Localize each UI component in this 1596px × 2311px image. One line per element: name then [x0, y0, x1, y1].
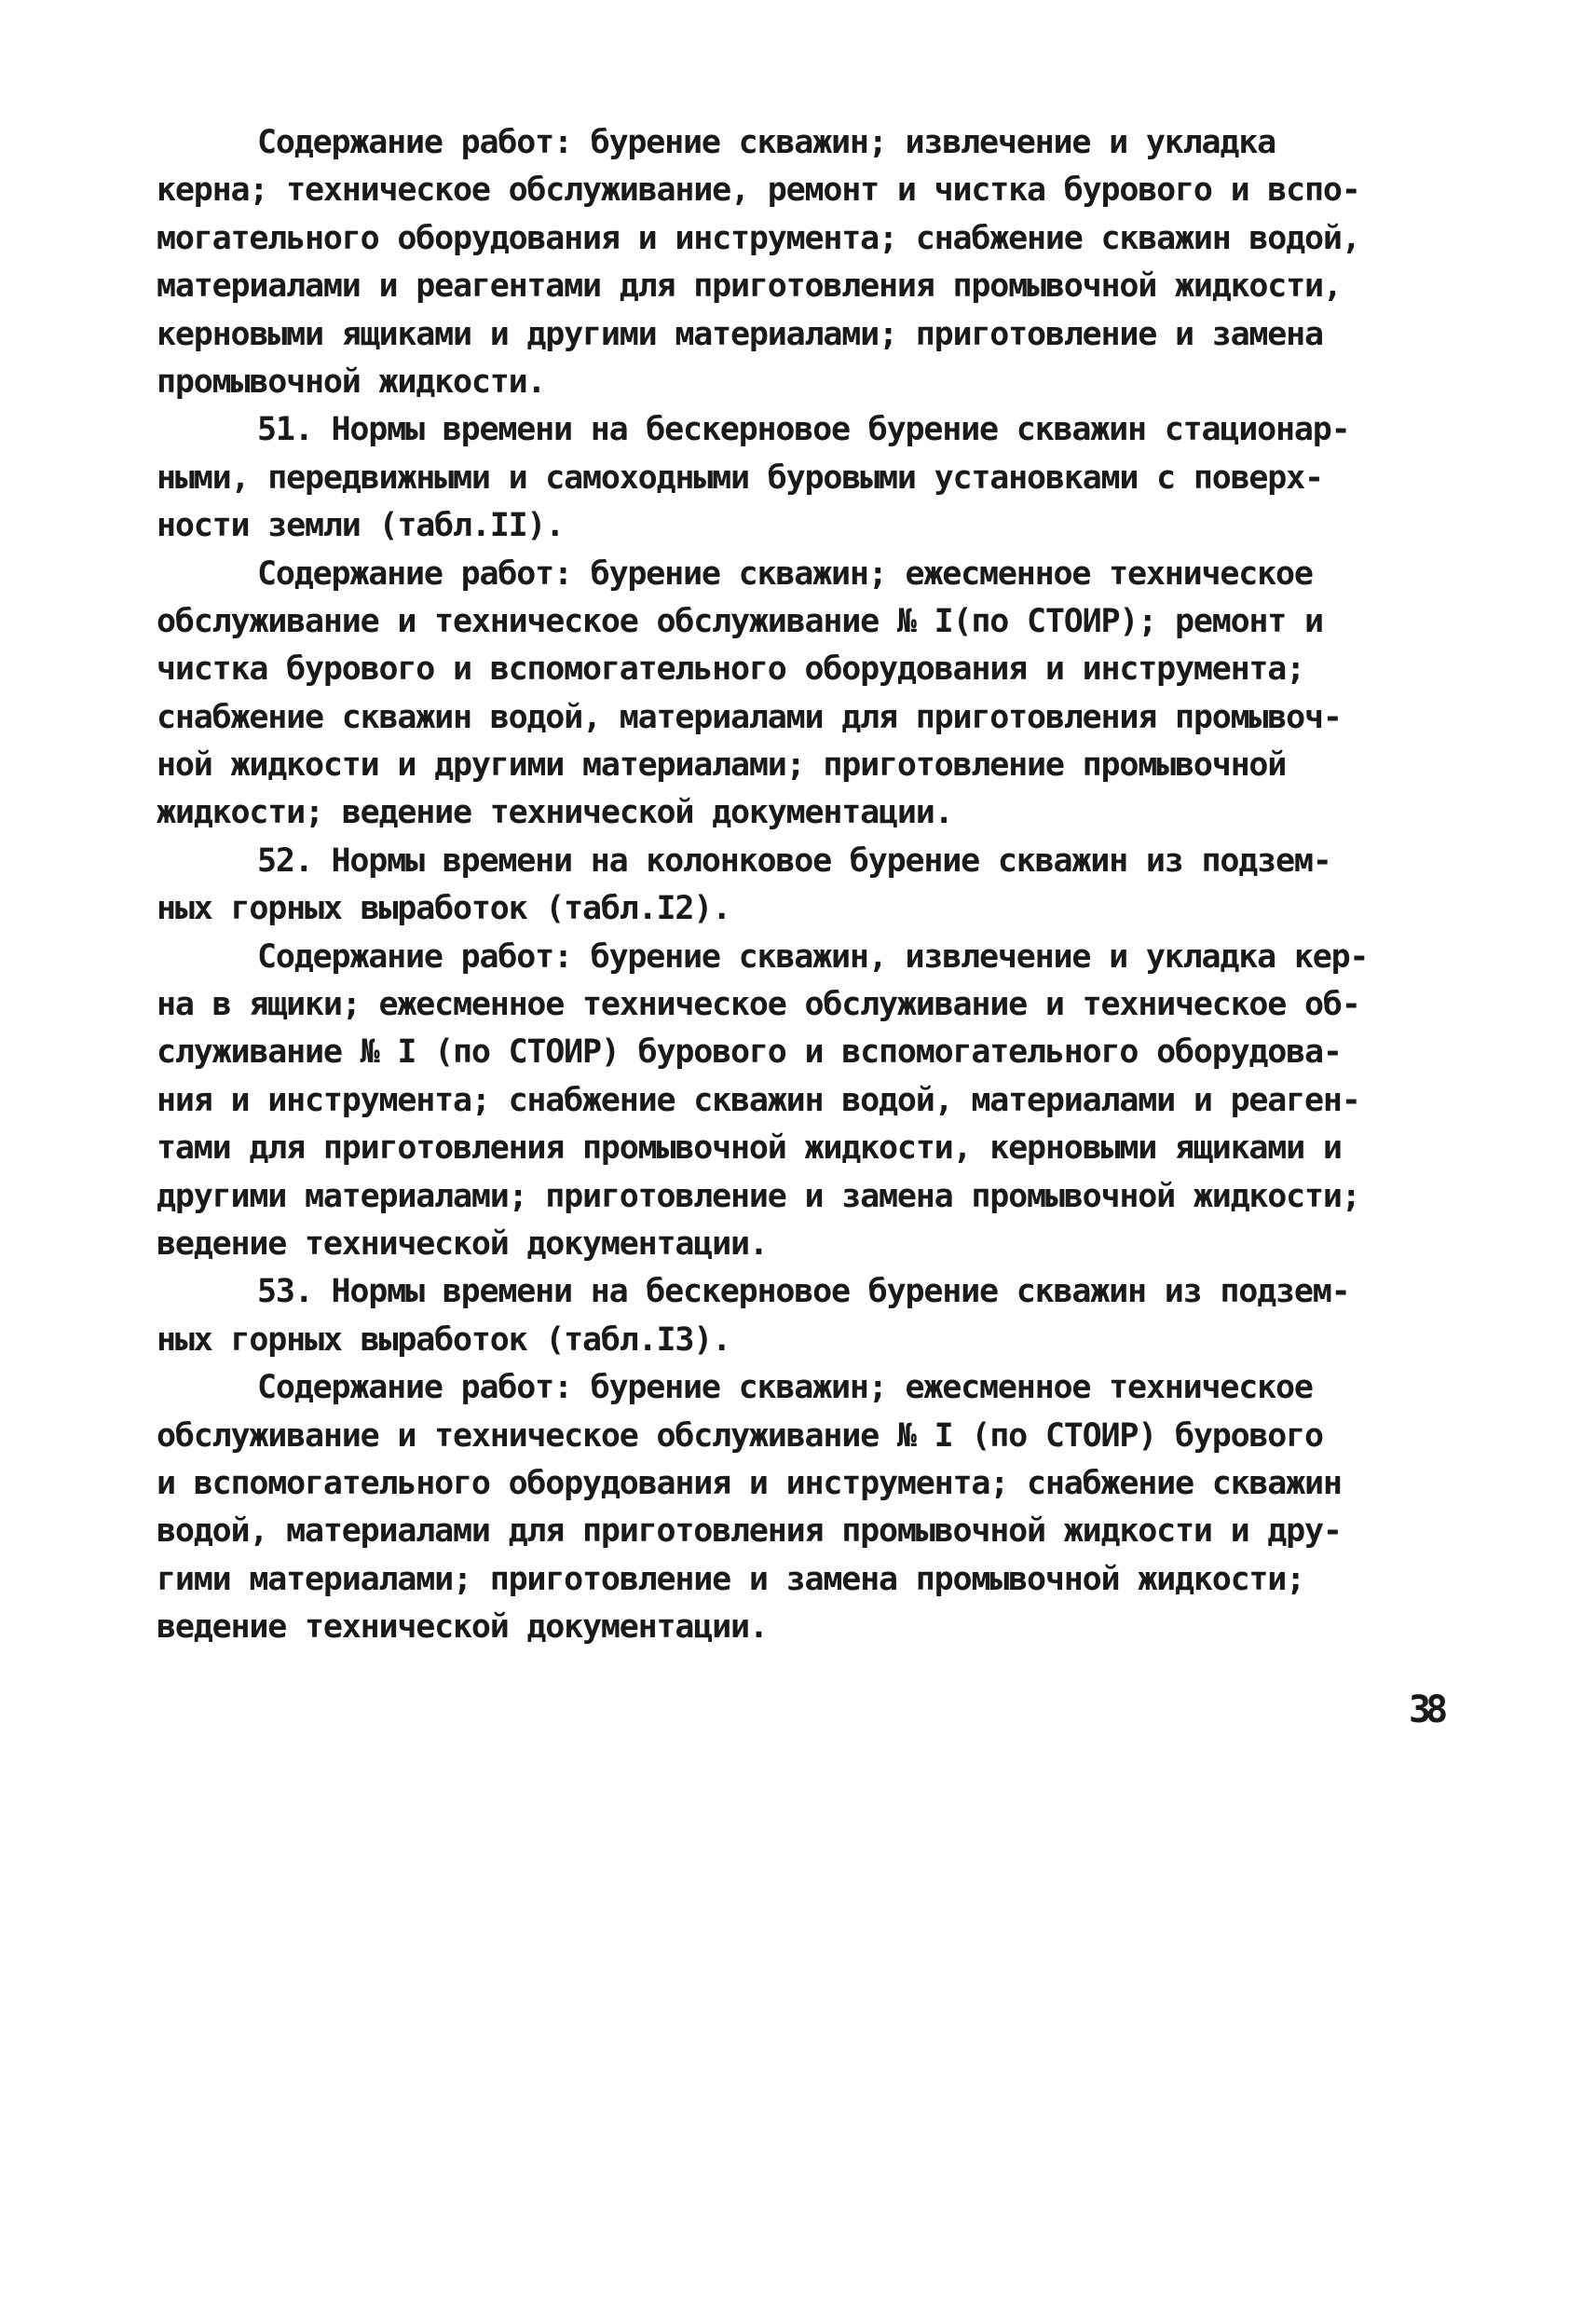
text-line: ных горных выработок (табл.I3).	[157, 1320, 731, 1359]
text-line: ности земли (табл.II).	[157, 507, 565, 545]
text-line: 52. Нормы времени на колонковое бурение скважин из подзем-	[257, 841, 1331, 880]
text-line: другими материалами; приготовление и замена промывочной жидкости;	[157, 1177, 1360, 1215]
text-line: ния и инструмента; снабжение скважин водой, материалами и реаген-	[157, 1081, 1360, 1119]
text-line: водой, материалами для приготовления промывочной жидкости и дру-	[157, 1512, 1342, 1551]
body-text	[157, 119, 1452, 1652]
text-line: ных горных выработок (табл.I2).	[157, 890, 731, 928]
text-line: Содержание работ: бурение скважин; извлечение и укладка	[257, 124, 1275, 161]
text-line: керновыми ящиками и другими материалами; приготовление и замена	[157, 315, 1323, 353]
text-line: Содержание работ: бурение скважин; ежесменное техническое	[257, 1369, 1313, 1407]
page-number: 38	[1409, 1689, 1443, 1731]
text-line: обслуживание и техническое обслуживание № I(по СТОИР); ремонт и	[157, 602, 1323, 640]
text-line: Содержание работ: бурение скважин, извлечение и укладка кер-	[257, 937, 1369, 976]
text-line: керна; техническое обслуживание, ремонт и чистка бурового и вспо-	[157, 171, 1360, 210]
text-line: 51. Нормы времени на бескерновое бурение скважин стационар-	[257, 411, 1350, 449]
text-line: ведение технической документации.	[157, 1608, 768, 1647]
text-line: могательного оборудования и инструмента; снабжение скважин водой,	[157, 219, 1360, 257]
text-line: служивание № I (по СТОИР) бурового и вспомогательного оборудова-	[157, 1033, 1342, 1072]
text-line: жидкости; ведение технической документации.	[157, 794, 953, 832]
text-line: ведение технической документации.	[157, 1224, 768, 1263]
text-line: ной жидкости и другими материалами; приготовление промывочной	[157, 746, 1287, 785]
text-line: тами для приготовления промывочной жидкости, керновыми ящиками и	[157, 1129, 1342, 1168]
text-line: обслуживание и техническое обслуживание № I (по СТОИР) бурового	[157, 1416, 1323, 1455]
text-line: и вспомогательного оборудования и инструмента; снабжение скважин	[157, 1464, 1342, 1502]
text-line: ными, передвижными и самоходными буровыми установками с поверх-	[157, 458, 1323, 497]
text-line: материалами и реагентами для приготовления промывочной жидкости,	[157, 267, 1342, 306]
text-line: снабжение скважин водой, материалами для приготовления промывоч-	[157, 698, 1342, 736]
text-line: гими материалами; приготовление и замена промывочной жидкости;	[157, 1560, 1305, 1598]
text-line: Содержание работ: бурение скважин; ежесменное техническое	[257, 554, 1313, 593]
text-line: чистка бурового и вспомогательного оборудования и инструмента;	[157, 650, 1305, 689]
text-line: 53. Нормы времени на бескерновое бурение скважин из подзем-	[257, 1273, 1350, 1311]
text-line: промывочной жидкости.	[157, 362, 546, 401]
text-line: на в ящики; ежесменное техническое обслуживание и техническое об-	[157, 986, 1360, 1024]
